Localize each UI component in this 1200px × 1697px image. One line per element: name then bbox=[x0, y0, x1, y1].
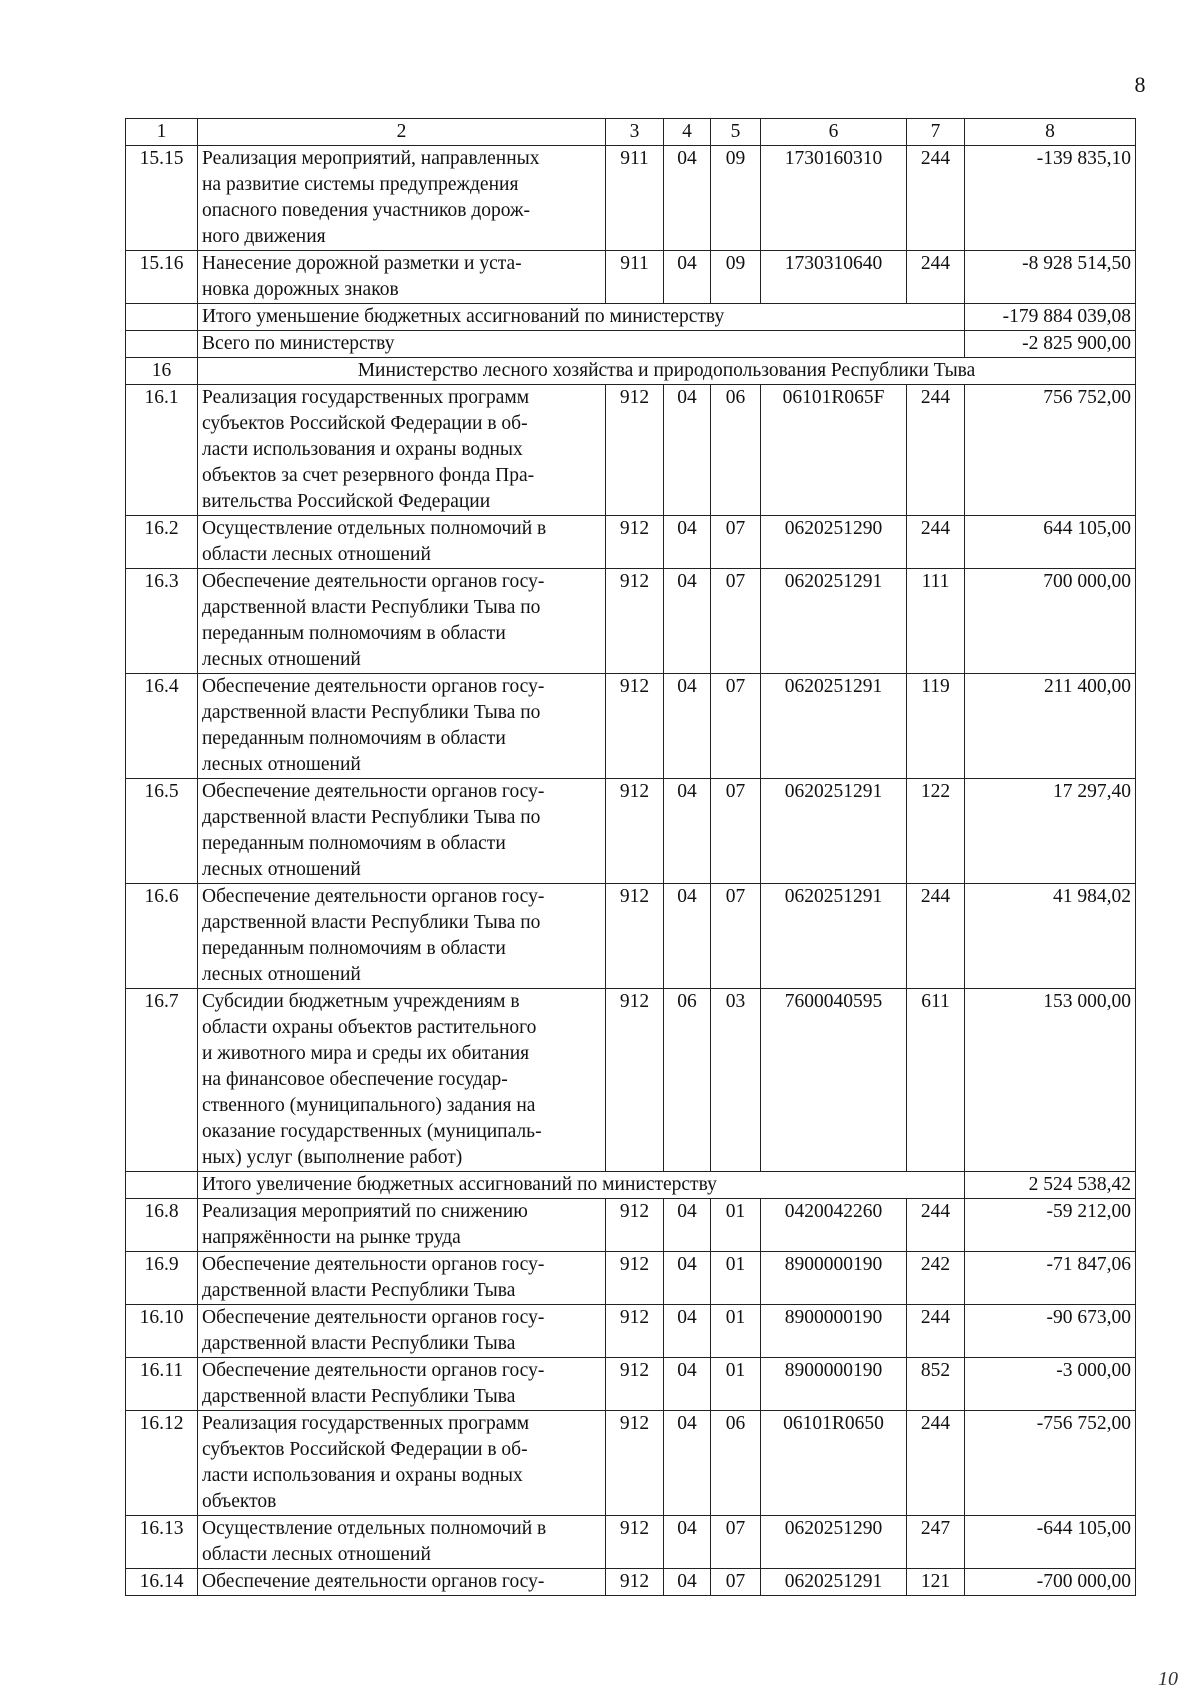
amount: -644 105,00 bbox=[965, 1516, 1136, 1569]
table-row bbox=[126, 385, 1136, 516]
ministry-code: 912 bbox=[606, 884, 664, 989]
ministry-code: 912 bbox=[606, 569, 664, 674]
description-line: ных) услуг (выполнение работ) bbox=[202, 1147, 463, 1168]
expense-type-code: 244 bbox=[907, 1411, 965, 1516]
target-article-code: 1730160310 bbox=[761, 146, 907, 251]
target-article-code: 0620251291 bbox=[761, 674, 907, 779]
header-cell: 7 bbox=[907, 119, 965, 146]
target-article-code: 8900000190 bbox=[761, 1252, 907, 1305]
row-number: 16.12 bbox=[126, 1411, 198, 1516]
description-line: дарственной власти Республики Тыва bbox=[202, 1386, 516, 1407]
expense-type-code: 242 bbox=[907, 1252, 965, 1305]
row-description bbox=[198, 989, 606, 1172]
description-line: ласти использования и охраны водных bbox=[202, 1465, 523, 1486]
amount: 41 984,02 bbox=[965, 884, 1136, 989]
ministry-code: 911 bbox=[606, 251, 664, 304]
total-label: Итого увеличение бюджетных ассигнований по министерству bbox=[198, 1172, 965, 1199]
row-description bbox=[198, 146, 606, 251]
section-code: 06 bbox=[664, 989, 711, 1172]
row-description bbox=[198, 1516, 606, 1569]
expense-type-code: 121 bbox=[907, 1569, 965, 1596]
description-line: Обеспечение деятельности органов госу- bbox=[202, 1254, 545, 1275]
subsection-code: 07 bbox=[711, 1569, 761, 1596]
ministry-code: 912 bbox=[606, 1411, 664, 1516]
amount: -756 752,00 bbox=[965, 1411, 1136, 1516]
table-row bbox=[126, 1358, 1136, 1411]
description-line: субъектов Российской Федерации в об- bbox=[202, 1439, 528, 1460]
description-line: на финансовое обеспечение государ- bbox=[202, 1069, 508, 1090]
row-number: 15.16 bbox=[126, 251, 198, 304]
description-line: ного движения bbox=[202, 226, 326, 247]
ministry-code: 912 bbox=[606, 1252, 664, 1305]
expense-type-code: 244 bbox=[907, 884, 965, 989]
ministry-code: 912 bbox=[606, 1358, 664, 1411]
expense-type-code: 611 bbox=[907, 989, 965, 1172]
row-description bbox=[198, 1199, 606, 1252]
description-line: Реализация государственных программ bbox=[202, 387, 530, 408]
row-number: 16.2 bbox=[126, 516, 198, 569]
row-number: 16.4 bbox=[126, 674, 198, 779]
expense-type-code: 247 bbox=[907, 1516, 965, 1569]
description-line: дарственной власти Республики Тыва по bbox=[202, 702, 541, 723]
budget-table bbox=[125, 118, 1136, 1596]
row-description bbox=[198, 1569, 606, 1596]
target-article-code: 0620251291 bbox=[761, 779, 907, 884]
description-line: вительства Российской Федерации bbox=[202, 491, 491, 512]
amount: -8 928 514,50 bbox=[965, 251, 1136, 304]
description-line: Субсидии бюджетным учреждениям в bbox=[202, 991, 520, 1012]
description-line: лесных отношений bbox=[202, 649, 361, 670]
ministry-code: 912 bbox=[606, 779, 664, 884]
expense-type-code: 111 bbox=[907, 569, 965, 674]
amount: 211 400,00 bbox=[965, 674, 1136, 779]
subsection-code: 01 bbox=[711, 1252, 761, 1305]
ministry-code: 912 bbox=[606, 1305, 664, 1358]
section-code: 04 bbox=[664, 1305, 711, 1358]
section-code: 04 bbox=[664, 779, 711, 884]
header-cell: 5 bbox=[711, 119, 761, 146]
row-description bbox=[198, 1305, 606, 1358]
target-article-code: 8900000190 bbox=[761, 1305, 907, 1358]
row-number: 15.15 bbox=[126, 146, 198, 251]
section-number: 16 bbox=[126, 358, 198, 385]
expense-type-code: 119 bbox=[907, 674, 965, 779]
section-title: Министерство лесного хозяйства и природопользования Республики Тыва bbox=[198, 358, 1136, 385]
expense-type-code: 244 bbox=[907, 1199, 965, 1252]
amount: -59 212,00 bbox=[965, 1199, 1136, 1252]
description-line: Обеспечение деятельности органов госу- bbox=[202, 676, 545, 697]
amount: 700 000,00 bbox=[965, 569, 1136, 674]
expense-type-code: 244 bbox=[907, 251, 965, 304]
expense-type-code: 244 bbox=[907, 146, 965, 251]
description-line: Обеспечение деятельности органов госу- bbox=[202, 1360, 545, 1381]
description-line: Нанесение дорожной разметки и уста- bbox=[202, 253, 522, 274]
description-line: ственного (муниципального) задания на bbox=[202, 1095, 536, 1116]
description-line: дарственной власти Республики Тыва bbox=[202, 1280, 516, 1301]
row-number: 16.5 bbox=[126, 779, 198, 884]
ministry-code: 912 bbox=[606, 989, 664, 1172]
description-line: Осуществление отдельных полномочий в bbox=[202, 1518, 547, 1539]
subsection-code: 07 bbox=[711, 674, 761, 779]
row-description bbox=[198, 1252, 606, 1305]
total-row bbox=[126, 331, 1136, 358]
description-line: объектов за счет резервного фонда Пра- bbox=[202, 465, 535, 486]
ministry-code: 912 bbox=[606, 516, 664, 569]
target-article-code: 0620251291 bbox=[761, 884, 907, 989]
row-description bbox=[198, 1358, 606, 1411]
description-line: переданным полномочиям в области bbox=[202, 938, 506, 959]
section-code: 04 bbox=[664, 385, 711, 516]
description-line: лесных отношений bbox=[202, 859, 361, 880]
description-line: объектов bbox=[202, 1491, 277, 1512]
amount: 153 000,00 bbox=[965, 989, 1136, 1172]
row-number: 16.11 bbox=[126, 1358, 198, 1411]
amount: -71 847,06 bbox=[965, 1252, 1136, 1305]
subsection-code: 07 bbox=[711, 1516, 761, 1569]
section-code: 04 bbox=[664, 674, 711, 779]
row-number: 16.10 bbox=[126, 1305, 198, 1358]
description-line: Реализация мероприятий по снижению bbox=[202, 1201, 528, 1222]
total-amount: 2 524 538,42 bbox=[965, 1172, 1136, 1199]
row-description bbox=[198, 884, 606, 989]
section-code: 04 bbox=[664, 569, 711, 674]
subsection-code: 06 bbox=[711, 385, 761, 516]
target-article-code: 8900000190 bbox=[761, 1358, 907, 1411]
description-line: переданным полномочиям в области bbox=[202, 833, 506, 854]
row-description bbox=[198, 251, 606, 304]
row-number-empty bbox=[126, 304, 198, 331]
expense-type-code: 244 bbox=[907, 516, 965, 569]
description-line: субъектов Российской Федерации в об- bbox=[202, 413, 528, 434]
section-code: 04 bbox=[664, 146, 711, 251]
table-body bbox=[126, 119, 1136, 1596]
row-description bbox=[198, 779, 606, 884]
expense-type-code: 122 bbox=[907, 779, 965, 884]
ministry-code: 912 bbox=[606, 674, 664, 779]
section-code: 04 bbox=[664, 251, 711, 304]
subsection-code: 07 bbox=[711, 569, 761, 674]
amount: -700 000,00 bbox=[965, 1569, 1136, 1596]
description-line: переданным полномочиям в области bbox=[202, 623, 506, 644]
header-cell: 8 bbox=[965, 119, 1136, 146]
target-article-code: 0620251290 bbox=[761, 516, 907, 569]
row-number: 16.9 bbox=[126, 1252, 198, 1305]
description-line: и животного мира и среды их обитания bbox=[202, 1043, 530, 1064]
section-code: 04 bbox=[664, 1516, 711, 1569]
description-line: новка дорожных знаков bbox=[202, 279, 399, 300]
target-article-code: 0620251291 bbox=[761, 1569, 907, 1596]
section-code: 04 bbox=[664, 1358, 711, 1411]
header-cell: 4 bbox=[664, 119, 711, 146]
total-row bbox=[126, 304, 1136, 331]
table-row bbox=[126, 146, 1136, 251]
subsection-code: 09 bbox=[711, 146, 761, 251]
description-line: Обеспечение деятельности органов госу- bbox=[202, 781, 545, 802]
table-row bbox=[126, 1305, 1136, 1358]
section-code: 04 bbox=[664, 1252, 711, 1305]
amount: 17 297,40 bbox=[965, 779, 1136, 884]
description-line: на развитие системы предупреждения bbox=[202, 174, 519, 195]
amount: 644 105,00 bbox=[965, 516, 1136, 569]
table-row bbox=[126, 1411, 1136, 1516]
subsection-code: 01 bbox=[711, 1305, 761, 1358]
total-label: Итого уменьшение бюджетных ассигнований по министерству bbox=[198, 304, 965, 331]
section-code: 04 bbox=[664, 1569, 711, 1596]
amount: -139 835,10 bbox=[965, 146, 1136, 251]
description-line: Обеспечение деятельности органов госу- bbox=[202, 571, 545, 592]
description-line: переданным полномочиям в области bbox=[202, 728, 506, 749]
header-row bbox=[126, 119, 1136, 146]
table-row bbox=[126, 884, 1136, 989]
table-row bbox=[126, 1569, 1136, 1596]
target-article-code: 0620251291 bbox=[761, 569, 907, 674]
section-code: 04 bbox=[664, 884, 711, 989]
total-amount: -2 825 900,00 bbox=[965, 331, 1136, 358]
expense-type-code: 244 bbox=[907, 1305, 965, 1358]
ministry-code: 912 bbox=[606, 1199, 664, 1252]
corner-mark: 10 bbox=[1158, 1668, 1178, 1690]
target-article-code: 0620251290 bbox=[761, 1516, 907, 1569]
total-amount: -179 884 039,08 bbox=[965, 304, 1136, 331]
row-number-empty bbox=[126, 331, 198, 358]
header-cell: 6 bbox=[761, 119, 907, 146]
subsection-code: 07 bbox=[711, 884, 761, 989]
table-row bbox=[126, 674, 1136, 779]
section-code: 04 bbox=[664, 1411, 711, 1516]
description-line: Обеспечение деятельности органов госу- bbox=[202, 1307, 545, 1328]
amount: -90 673,00 bbox=[965, 1305, 1136, 1358]
row-number-empty bbox=[126, 1172, 198, 1199]
table-row bbox=[126, 516, 1136, 569]
amount: 756 752,00 bbox=[965, 385, 1136, 516]
subsection-code: 01 bbox=[711, 1358, 761, 1411]
expense-type-code: 244 bbox=[907, 385, 965, 516]
description-line: области охраны объектов растительного bbox=[202, 1017, 537, 1038]
subsection-code: 07 bbox=[711, 779, 761, 884]
table-row bbox=[126, 1199, 1136, 1252]
description-line: лесных отношений bbox=[202, 964, 361, 985]
description-line: ласти использования и охраны водных bbox=[202, 439, 523, 460]
section-row bbox=[126, 358, 1136, 385]
target-article-code: 06101R065F bbox=[761, 385, 907, 516]
subsection-code: 01 bbox=[711, 1199, 761, 1252]
subsection-code: 09 bbox=[711, 251, 761, 304]
table-row bbox=[126, 251, 1136, 304]
total-label: Всего по министерству bbox=[198, 331, 965, 358]
description-line: Осуществление отдельных полномочий в bbox=[202, 518, 547, 539]
subsection-code: 03 bbox=[711, 989, 761, 1172]
row-description bbox=[198, 1411, 606, 1516]
ministry-code: 911 bbox=[606, 146, 664, 251]
description-line: оказание государственных (муниципаль- bbox=[202, 1121, 542, 1142]
description-line: опасного поведения участников дорож- bbox=[202, 200, 531, 221]
section-code: 04 bbox=[664, 516, 711, 569]
subsection-code: 07 bbox=[711, 516, 761, 569]
table-row bbox=[126, 779, 1136, 884]
target-article-code: 06101R0650 bbox=[761, 1411, 907, 1516]
row-description bbox=[198, 569, 606, 674]
description-line: области лесных отношений bbox=[202, 544, 431, 565]
description-line: дарственной власти Республики Тыва по bbox=[202, 597, 541, 618]
expense-type-code: 852 bbox=[907, 1358, 965, 1411]
row-description bbox=[198, 674, 606, 779]
target-article-code: 1730310640 bbox=[761, 251, 907, 304]
ministry-code: 912 bbox=[606, 1516, 664, 1569]
description-line: Обеспечение деятельности органов госу- bbox=[202, 886, 545, 907]
description-line: напряжённости на рынке труда bbox=[202, 1227, 461, 1248]
description-line: дарственной власти Республики Тыва по bbox=[202, 807, 541, 828]
row-number: 16.3 bbox=[126, 569, 198, 674]
amount: -3 000,00 bbox=[965, 1358, 1136, 1411]
table-row bbox=[126, 569, 1136, 674]
row-number: 16.1 bbox=[126, 385, 198, 516]
description-line: дарственной власти Республики Тыва bbox=[202, 1333, 516, 1354]
header-cell: 2 bbox=[198, 119, 606, 146]
subsection-code: 06 bbox=[711, 1411, 761, 1516]
description-line: дарственной власти Республики Тыва по bbox=[202, 912, 541, 933]
section-code: 04 bbox=[664, 1199, 711, 1252]
ministry-code: 912 bbox=[606, 385, 664, 516]
total-row bbox=[126, 1172, 1136, 1199]
row-number: 16.13 bbox=[126, 1516, 198, 1569]
table-row bbox=[126, 989, 1136, 1172]
description-line: лесных отношений bbox=[202, 754, 361, 775]
table-row bbox=[126, 1516, 1136, 1569]
header-cell: 3 bbox=[606, 119, 664, 146]
row-number: 16.6 bbox=[126, 884, 198, 989]
row-number: 16.7 bbox=[126, 989, 198, 1172]
description-line: Обеспечение деятельности органов госу- bbox=[202, 1571, 545, 1592]
ministry-code: 912 bbox=[606, 1569, 664, 1596]
row-number: 16.8 bbox=[126, 1199, 198, 1252]
description-line: области лесных отношений bbox=[202, 1544, 431, 1565]
row-description bbox=[198, 516, 606, 569]
page-number: 8 bbox=[1134, 72, 1146, 97]
row-number: 16.14 bbox=[126, 1569, 198, 1596]
table-row bbox=[126, 1252, 1136, 1305]
description-line: Реализация государственных программ bbox=[202, 1413, 530, 1434]
description-line: Реализация мероприятий, направленных bbox=[202, 148, 540, 169]
target-article-code: 7600040595 bbox=[761, 989, 907, 1172]
row-description bbox=[198, 385, 606, 516]
header-cell: 1 bbox=[126, 119, 198, 146]
target-article-code: 0420042260 bbox=[761, 1199, 907, 1252]
